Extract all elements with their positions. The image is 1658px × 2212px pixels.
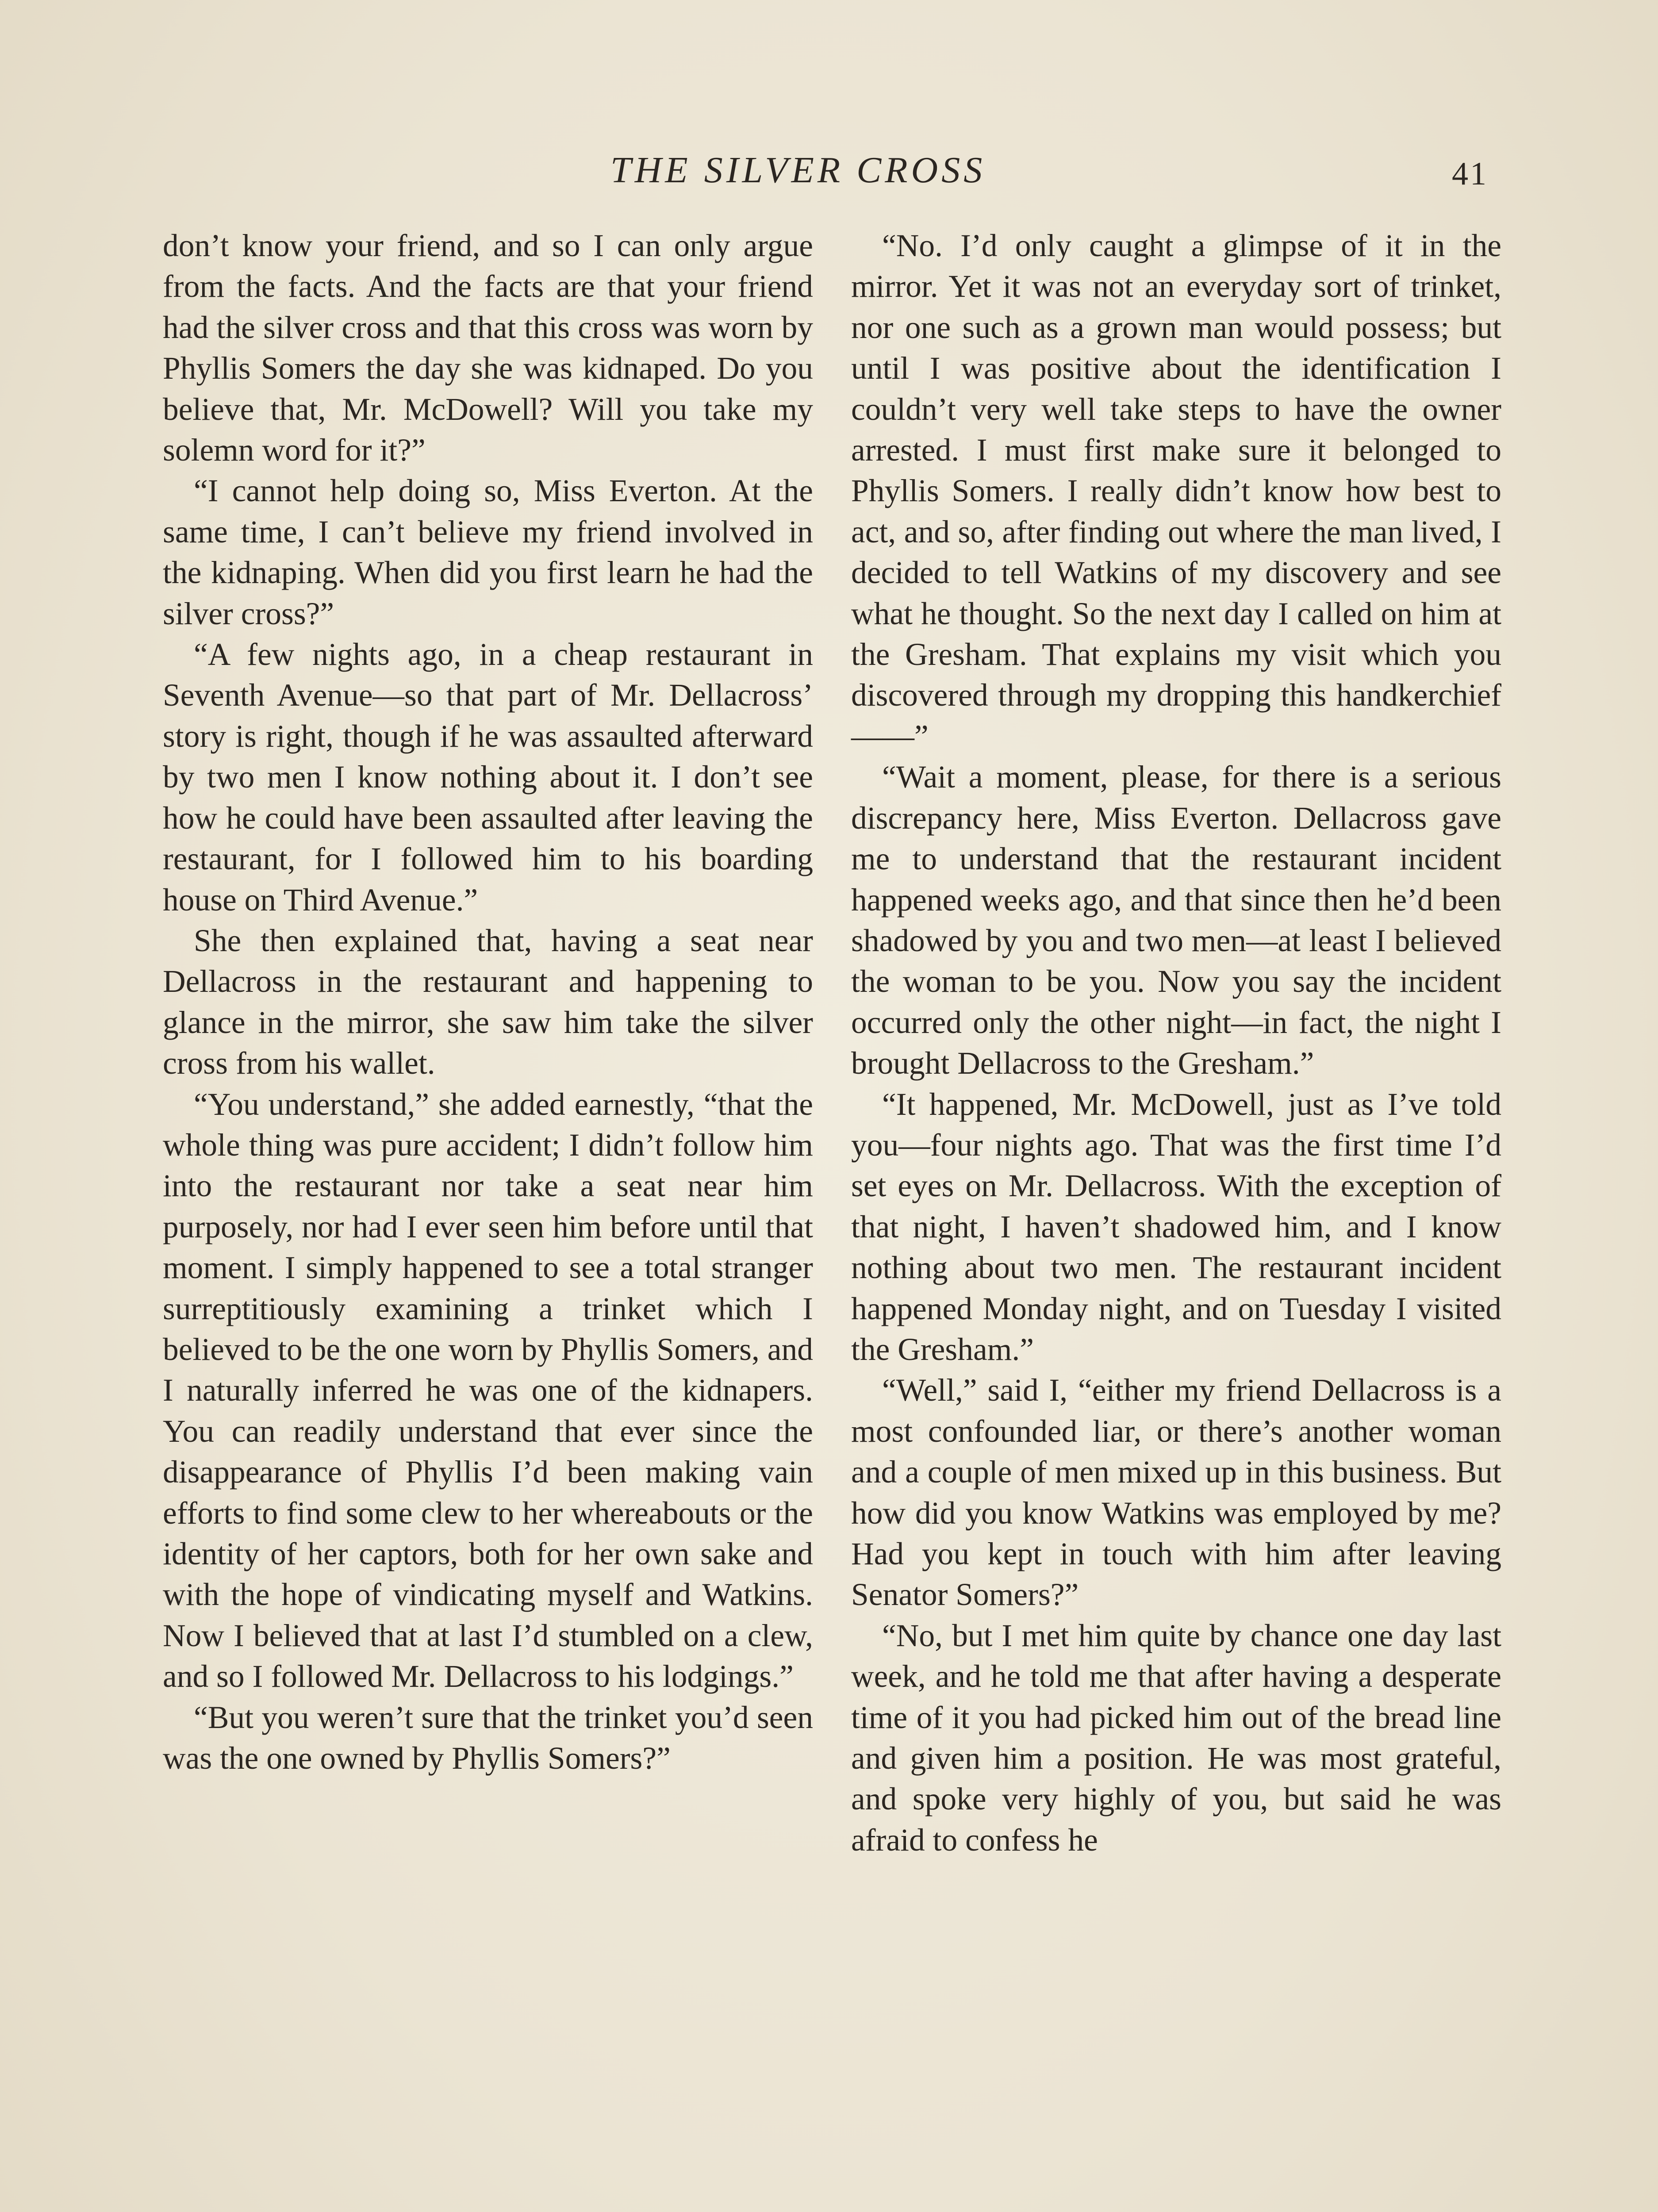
page-number: 41 <box>1452 156 1488 192</box>
paragraph: “It happened, Mr. McDowell, just as I’ve told you—four nights ago. That was the first time I’d set eyes on Mr. Dellacross. With the exception of that night, I haven’t shadowed him, and I know nothing about two men. The restaurant incident happened Monday night, and on Tuesday I visited the Gresham.” <box>851 1087 1501 1367</box>
paragraph: “I cannot help doing so, Miss Everton. At the same time, I can’t believe my friend involved in the kidnaping. When did you first learn he had the silver cross?” <box>163 473 813 631</box>
paragraph: “Well,” said I, “either my friend Dellacross is a most confounded liar, or there’s another woman and a couple of men mixed up in this business. But how did you know Watkins was employed by me? Had you kept in touch with him after leaving Senator Somers?” <box>851 1373 1501 1613</box>
left-column <box>163 226 813 1779</box>
paragraph: She then explained that, having a seat near Dellacross in the restaurant and happening to glance in the mirror, she saw him take the silver cross from his wallet. <box>163 923 813 1081</box>
paragraph: don’t know your friend, and so I can only argue from the facts. And the facts are that your friend had the silver cross and that this cross was worn by Phyllis Somers the day she was kidnaped. Do you believe that, Mr. McDowell? Will you take my solemn word for it?” <box>163 228 813 468</box>
paragraph: “You understand,” she added earnestly, “that the whole thing was pure accident; I didn’t follow him into the restaurant nor take a seat near him purposely, nor had I ever seen him before until that moment. I simply happened to see a total stranger surreptitiously examining a trinket which I believed to be the one worn by Phyllis Somers, and I naturally inferred he was one of the kidnapers. You can readily understand that ever since the disappearance of Phyllis I’d been making vain efforts to find some clew to her whereabouts or the identity of her captors, both for her own sake and with the hope of vindicating myself and Watkins. Now I believed that at last I’d stumbled on a clew, and so I followed Mr. Dellacross to his lodgings.” <box>163 1087 813 1694</box>
paragraph: “No. I’d only caught a glimpse of it in the mirror. Yet it was not an everyday sort of trinket, nor one such as a grown man would possess; but until I was positive about the identification I couldn’t very well take steps to have the owner arrested. I must first make sure it belonged to Phyllis Somers. I really didn’t know how best to act, and so, after finding out where the man lived, I decided to tell Watkins of my discovery and see what he thought. So the next day I called on him at the Gresham. That explains my visit which you discovered through my dropping this handkerchief——” <box>851 228 1501 754</box>
running-title: THE SILVER CROSS <box>610 150 986 191</box>
right-column <box>851 226 1501 1861</box>
paragraph: “Wait a moment, please, for there is a serious discrepancy here, Miss Everton. Dellacross gave me to understand that the restaurant incident happened weeks ago, and that since then he’d been shadowed by you and two men—at least I believed the woman to be you. Now you say the incident occurred only the other night—in fact, the night I brought Dellacross to the Gresham.” <box>851 760 1501 1081</box>
paragraph: “A few nights ago, in a cheap restaurant in Seventh Avenue—so that part of Mr. Dellacross’ story is right, though if he was assaulted afterward by two men I know nothing about it. I don’t see how he could have been assaulted after leaving the restaurant, for I followed him to his boarding house on Third Avenue.” <box>163 637 813 918</box>
paragraph: “But you weren’t sure that the trinket you’d seen was the one owned by Phyllis Somers?” <box>163 1700 813 1776</box>
running-header <box>0 146 1658 195</box>
paragraph: “No, but I met him quite by chance one day last week, and he told me that after having a desperate time of it you had picked him out of the bread line and given him a position. He was most grateful, and spoke very highly of you, but said he was afraid to confess he <box>851 1618 1501 1858</box>
